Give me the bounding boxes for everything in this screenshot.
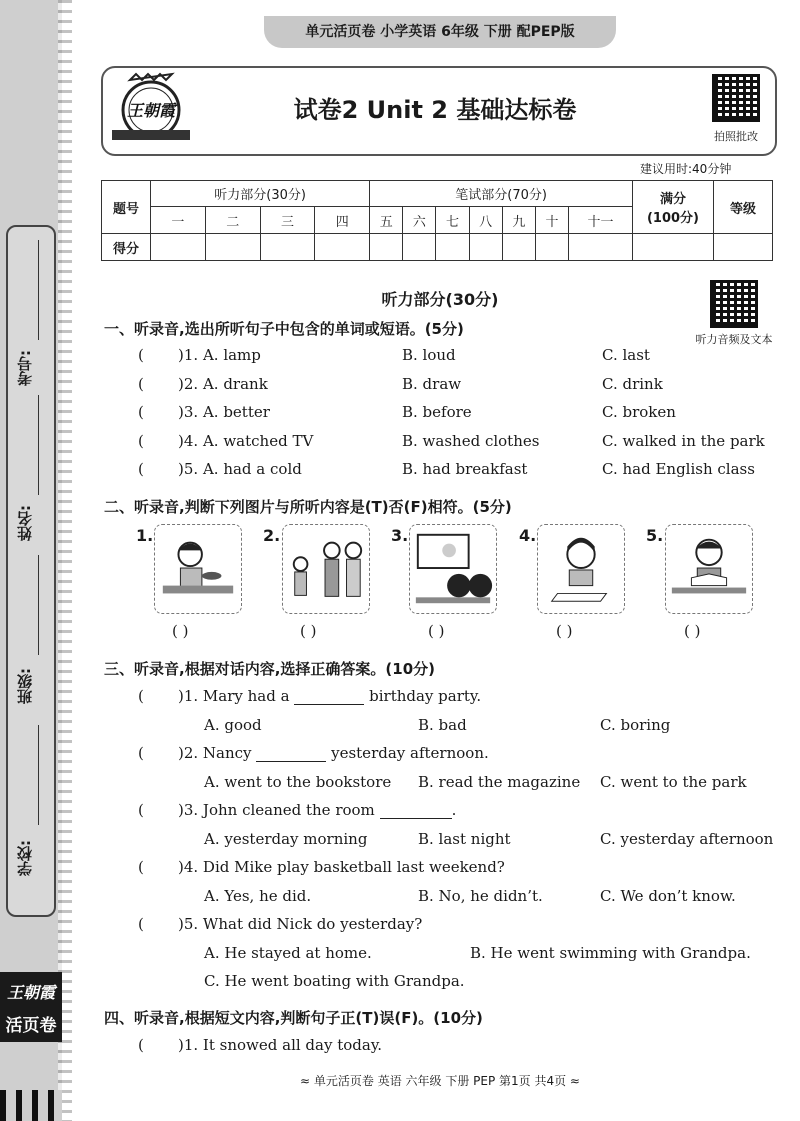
qr-grading-label: 拍照批改 xyxy=(714,130,758,143)
question-stem: )1. Mary had a xyxy=(178,687,290,705)
picture-boy-cooking xyxy=(154,524,242,614)
score-label: 得分 xyxy=(102,234,151,261)
picture-watching-tv xyxy=(409,524,497,614)
option-b: B. No, he didn’t. xyxy=(418,887,543,905)
option-c: C. last xyxy=(602,346,650,364)
exam-number-line[interactable] xyxy=(38,240,39,340)
score-cell[interactable] xyxy=(205,234,260,261)
question-stem: )1. It snowed all day today. xyxy=(178,1036,383,1054)
section3-title: 三、听录音,根据对话内容,选择正确答案。(10分) xyxy=(104,660,435,678)
option-c: C. broken xyxy=(602,403,676,421)
answer-paren[interactable]: ( ) xyxy=(300,622,317,640)
score-table xyxy=(101,180,773,261)
picture-girl-writing xyxy=(537,524,625,614)
listening-head: 听力部分(30分) xyxy=(151,181,370,207)
score-cell[interactable] xyxy=(315,234,370,261)
q-number: 六 xyxy=(403,207,436,234)
option-a: A. had a cold xyxy=(202,460,302,478)
option-b: B. last night xyxy=(418,830,511,848)
answer-paren[interactable]: ( xyxy=(138,744,144,762)
answer-paren[interactable]: ( ) xyxy=(428,622,445,640)
answer-blank[interactable] xyxy=(294,704,364,705)
class-line[interactable] xyxy=(38,555,39,655)
option-a: A. Yes, he did. xyxy=(204,887,312,905)
qr-audio-label: 听力音频及文本 xyxy=(695,333,773,346)
option-b: B. washed clothes xyxy=(402,432,540,450)
grade-cell[interactable] xyxy=(714,234,773,261)
option-b: B. draw xyxy=(402,375,462,393)
section4-title: 四、听录音,根据短文内容,判断句子正(T)误(F)。(10分) xyxy=(104,1009,483,1027)
option-a: A. went to the bookstore xyxy=(204,773,392,791)
option-a: A. better xyxy=(202,403,270,421)
answer-paren[interactable]: ( xyxy=(138,460,144,478)
series-tab: 单元活页卷 小学英语 6年级 下册 配PEP版 xyxy=(264,16,616,48)
option-c: C. We don’t know. xyxy=(600,887,736,905)
answer-paren[interactable]: ( xyxy=(138,403,144,421)
class-label: 班级: xyxy=(16,668,34,704)
list-item xyxy=(138,403,270,421)
score-cell[interactable] xyxy=(469,234,502,261)
option-b: B. before xyxy=(402,403,472,421)
item-number: )4. xyxy=(178,432,199,450)
question-stem: )5. What did Nick do yesterday? xyxy=(178,915,423,933)
item-number: )3. xyxy=(178,403,199,421)
brand-line1: 王朝霞 xyxy=(6,983,55,1002)
question-2 xyxy=(138,744,489,762)
option-c: C. went to the park xyxy=(600,773,747,791)
question-4 xyxy=(138,858,505,876)
answer-paren[interactable]: ( ) xyxy=(684,622,701,640)
question-stem-end: yesterday afternoon. xyxy=(331,744,489,762)
name-line[interactable] xyxy=(38,395,39,495)
brand-line2: 活页卷 xyxy=(5,1016,57,1036)
answer-paren[interactable]: ( xyxy=(138,346,144,364)
q-number: 七 xyxy=(436,207,469,234)
q-number: 九 xyxy=(502,207,535,234)
answer-paren[interactable]: ( ) xyxy=(556,622,573,640)
section1-title: 一、听录音,选出所听句子中包含的单词或短语。(5分) xyxy=(104,320,464,338)
option-c: C. walked in the park xyxy=(602,432,765,450)
list-item xyxy=(138,375,268,393)
q-number: 十 xyxy=(535,207,568,234)
option-a: A. watched TV xyxy=(202,432,314,450)
answer-paren[interactable]: ( xyxy=(138,687,144,705)
score-cell[interactable] xyxy=(535,234,568,261)
score-cell[interactable] xyxy=(151,234,206,261)
option-c: C. had English class xyxy=(602,460,755,478)
score-cell[interactable] xyxy=(569,234,633,261)
item-number: )2. xyxy=(178,375,199,393)
score-cell[interactable] xyxy=(260,234,315,261)
perforation-edge xyxy=(58,0,72,1121)
question-stem: )4. Did Mike play basketball last weekend? xyxy=(178,858,505,876)
logo-text: 王朝霞 xyxy=(126,101,176,120)
score-cell[interactable] xyxy=(403,234,436,261)
question-stem: )2. Nancy xyxy=(178,744,252,762)
answer-blank[interactable] xyxy=(256,761,326,762)
option-c: C. He went boating with Grandpa. xyxy=(204,972,465,990)
option-a: A. He stayed at home. xyxy=(204,944,372,962)
picture-number: 2. xyxy=(263,526,281,545)
answer-paren[interactable]: ( ) xyxy=(172,622,189,640)
row-label: 题号 xyxy=(102,181,151,234)
answer-paren[interactable]: ( xyxy=(138,801,144,819)
picture-number: 1. xyxy=(136,526,154,545)
picture-number: 5. xyxy=(646,526,664,545)
question-stem-end: . xyxy=(451,801,457,819)
option-a: A. drank xyxy=(202,375,268,393)
option-a: A. yesterday morning xyxy=(204,830,368,848)
picture-number: 3. xyxy=(391,526,409,545)
option-b: B. bad xyxy=(418,716,467,734)
q-number: 五 xyxy=(370,207,403,234)
q-number: 四 xyxy=(315,207,370,234)
picture-family xyxy=(282,524,370,614)
name-label: 姓名: xyxy=(16,505,34,541)
q-number: 十一 xyxy=(569,207,633,234)
score-cell[interactable] xyxy=(502,234,535,261)
q-number: 八 xyxy=(469,207,502,234)
score-cell[interactable] xyxy=(436,234,469,261)
school-label: 学校: xyxy=(16,840,34,876)
school-line[interactable] xyxy=(38,725,39,825)
question-5 xyxy=(138,915,422,933)
list-item xyxy=(138,460,302,478)
question-1 xyxy=(138,1036,382,1054)
suggested-time: 建议用时:40分钟 xyxy=(640,162,732,176)
answer-paren[interactable]: ( xyxy=(138,858,144,876)
q-number: 三 xyxy=(260,207,315,234)
option-a: A. lamp xyxy=(202,346,261,364)
list-item xyxy=(138,432,313,450)
q-number: 二 xyxy=(205,207,260,234)
option-a: A. good xyxy=(204,716,262,734)
score-cell[interactable] xyxy=(633,234,714,261)
option-c: C. drink xyxy=(602,375,663,393)
section2-title: 二、听录音,判断下列图片与所听内容是(T)否(F)相符。(5分) xyxy=(104,498,512,516)
grade-head: 等级 xyxy=(714,181,773,234)
publisher-logo xyxy=(110,72,192,146)
qr-code-grading-icon[interactable] xyxy=(712,74,760,122)
picture-number: 4. xyxy=(519,526,537,545)
exam-number-label: 考号: xyxy=(16,350,34,386)
q-number: 一 xyxy=(151,207,206,234)
answer-paren[interactable]: ( xyxy=(138,1036,144,1054)
picture-boy-reading xyxy=(665,524,753,614)
listening-title: 听力部分(30分) xyxy=(381,290,499,309)
option-c: C. boring xyxy=(600,716,671,734)
full-head: 满分 xyxy=(659,192,686,207)
option-b: B. He went swimming with Grandpa. xyxy=(470,944,751,962)
question-stem: )3. John cleaned the room xyxy=(178,801,375,819)
question-1 xyxy=(138,687,481,705)
answer-blank[interactable] xyxy=(380,818,452,819)
page-title: 试卷2 Unit 2 基础达标卷 xyxy=(293,96,577,124)
page-footer: ≈ 单元活页卷 英语 六年级 下册 PEP 第1页 共4页 ≈ xyxy=(300,1074,580,1088)
option-b: B. loud xyxy=(402,346,456,364)
score-cell[interactable] xyxy=(370,234,403,261)
answer-paren[interactable]: ( xyxy=(138,432,144,450)
option-c: C. yesterday afternoon xyxy=(600,830,774,848)
qr-code-audio-icon[interactable] xyxy=(710,280,758,328)
question-3 xyxy=(138,801,456,819)
full-value: (100分) xyxy=(646,211,700,226)
binding-bars xyxy=(0,1090,62,1121)
answer-paren[interactable]: ( xyxy=(138,375,144,393)
option-b: B. had breakfast xyxy=(402,460,528,478)
item-number: )5. xyxy=(178,460,199,478)
item-number: )1. xyxy=(178,346,199,364)
student-info-box xyxy=(6,225,56,917)
brand-block xyxy=(0,972,62,1042)
full-score-cell xyxy=(633,181,714,234)
answer-paren[interactable]: ( xyxy=(138,915,144,933)
written-head: 笔试部分(70分) xyxy=(370,181,633,207)
option-b: B. read the magazine xyxy=(418,773,581,791)
question-stem-end: birthday party. xyxy=(369,687,482,705)
list-item xyxy=(138,346,261,364)
